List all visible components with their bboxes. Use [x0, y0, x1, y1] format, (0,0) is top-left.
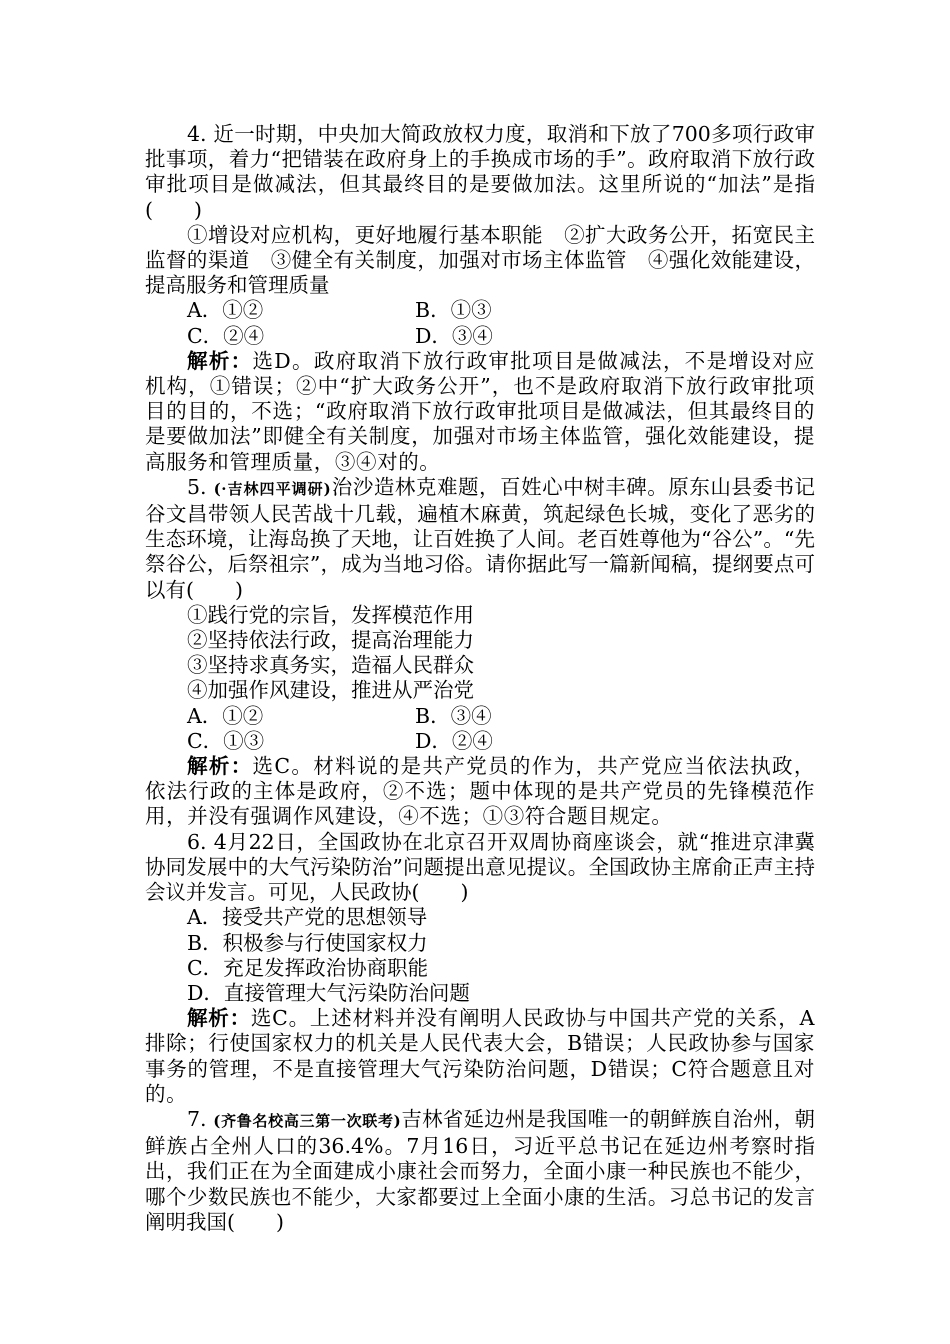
option-c: C．②④	[187, 323, 265, 348]
question-number: 7.	[187, 1106, 207, 1131]
question-stem: 5. (·吉林四平调研)治沙造林克难题，百姓心中树丰碑。原东山县委书记谷文昌带领人民苦战十几载，遍植木麻黄，筑起绿色长城，变化了恶劣的生态环境，让海岛换了天地，让百姓换了人间。老百姓尊他为“谷公”。“先祭谷公，后祭祖宗”，成为当地习俗。请你据此写一篇新闻稿，提纲要点可以有( )	[145, 474, 815, 602]
options-row	[145, 704, 815, 729]
options-row	[145, 324, 815, 349]
question-5	[145, 475, 815, 830]
analysis: 解析：选D。政府取消下放行政审批项目是做减法，不是增设对应机构，①错误；②中“扩大政务公开”，也不是政府取消下放行政审批项目的目的，不选；“政府取消下放行政审批项目是做减法，但其最终目的是要做加法”即健全有关制度，加强对市场主体监管，强化效能建设，提高服务和管理质量，③④对的。	[145, 348, 815, 474]
question-7	[145, 1107, 815, 1235]
analysis-label: 解析：	[187, 1006, 251, 1031]
question-source: (·吉林四平调研)	[213, 479, 332, 498]
question-number: 5.	[187, 474, 207, 499]
question-stem: 7. (齐鲁名校高三第一次联考)吉林省延边州是我国唯一的朝鲜族自治州，朝鲜族占全州人口的36.4%。7月16日，习近平总书记在延边州考察时指出，我们正在为全面建成小康社会而努力，全面小康一种民族也不能少，哪个少数民族也不能少，大家都要过上全面小康的生活。习总书记的发言阐明我国( )	[145, 1106, 815, 1234]
option-b: B．③④	[415, 703, 492, 728]
question-statements: ①增设对应机构，更好地履行基本职能 ②扩大政务公开，拓宽民主监督的渠道 ③健全有关制度，加强对市场主体监管 ④强化效能建设，提高服务和管理质量	[145, 222, 815, 298]
analysis-label: 解析：	[187, 754, 253, 779]
question-stem: 4. 近一时期，中央加大简政放权力度，取消和下放了700多项行政审批事项，着力“把错装在政府身上的手换成市场的手”。政府取消下放行政审批项目是做减法，但其最终目的是要做加法。这里所说的“加法”是指( )	[145, 122, 815, 222]
option-a: A．①②	[187, 298, 264, 323]
statement-2: ②坚持依法行政，提高治理能力	[187, 628, 474, 653]
option-b: B．积极参与行使国家权力	[187, 930, 428, 955]
option-d: D．②④	[415, 728, 493, 753]
statement-1: ①践行党的宗旨，发挥模范作用	[187, 602, 474, 627]
question-number: 4.	[187, 122, 207, 146]
question-6	[145, 830, 815, 1107]
analysis: 解析：选C。材料说的是共产党员的作为，共产党应当依法执政，依法行政的主体是政府，②不选；题中体现的是共产党员的先锋模范作用，并没有强调作风建设，④不选；①③符合题目规定。	[145, 754, 815, 829]
statement-4: ④加强作风建设，推进从严治党	[187, 678, 474, 703]
question-4	[145, 122, 815, 475]
document-page	[145, 122, 815, 1235]
analysis-label: 解析：	[187, 348, 253, 373]
question-source: (齐鲁名校高三第一次联考)	[213, 1111, 402, 1130]
option-c: C．①③	[187, 728, 265, 753]
option-c: C．充足发挥政治协商职能	[187, 955, 429, 980]
question-number: 6.	[187, 829, 207, 854]
statement-3: ③坚持求真务实，造福人民群众	[187, 653, 474, 678]
options-row	[145, 729, 815, 754]
question-stem: 6. 4月22日，全国政协在北京召开双周协商座谈会，就“推进京津冀协同发展中的大气污染防治”问题提出意见提议。全国政协主席俞正声主持会议并发言。可见，人民政协( )	[145, 829, 815, 905]
option-b: B．①③	[415, 298, 492, 323]
analysis: 解析：选C。上述材料并没有阐明人民政协与中国共产党的关系，A排除；行使国家权力的机关是人民代表大会，B错误；人民政协参与国家事务的管理，不是直接管理大气污染防治问题，D错误；C符合题意且对的。	[145, 1006, 815, 1106]
option-d: D．③④	[415, 323, 493, 348]
options-row	[145, 298, 815, 323]
option-a: A．①②	[187, 703, 264, 728]
option-a: A．接受共产党的思想领导	[187, 905, 428, 930]
option-d: D．直接管理大气污染防治问题	[187, 980, 470, 1005]
